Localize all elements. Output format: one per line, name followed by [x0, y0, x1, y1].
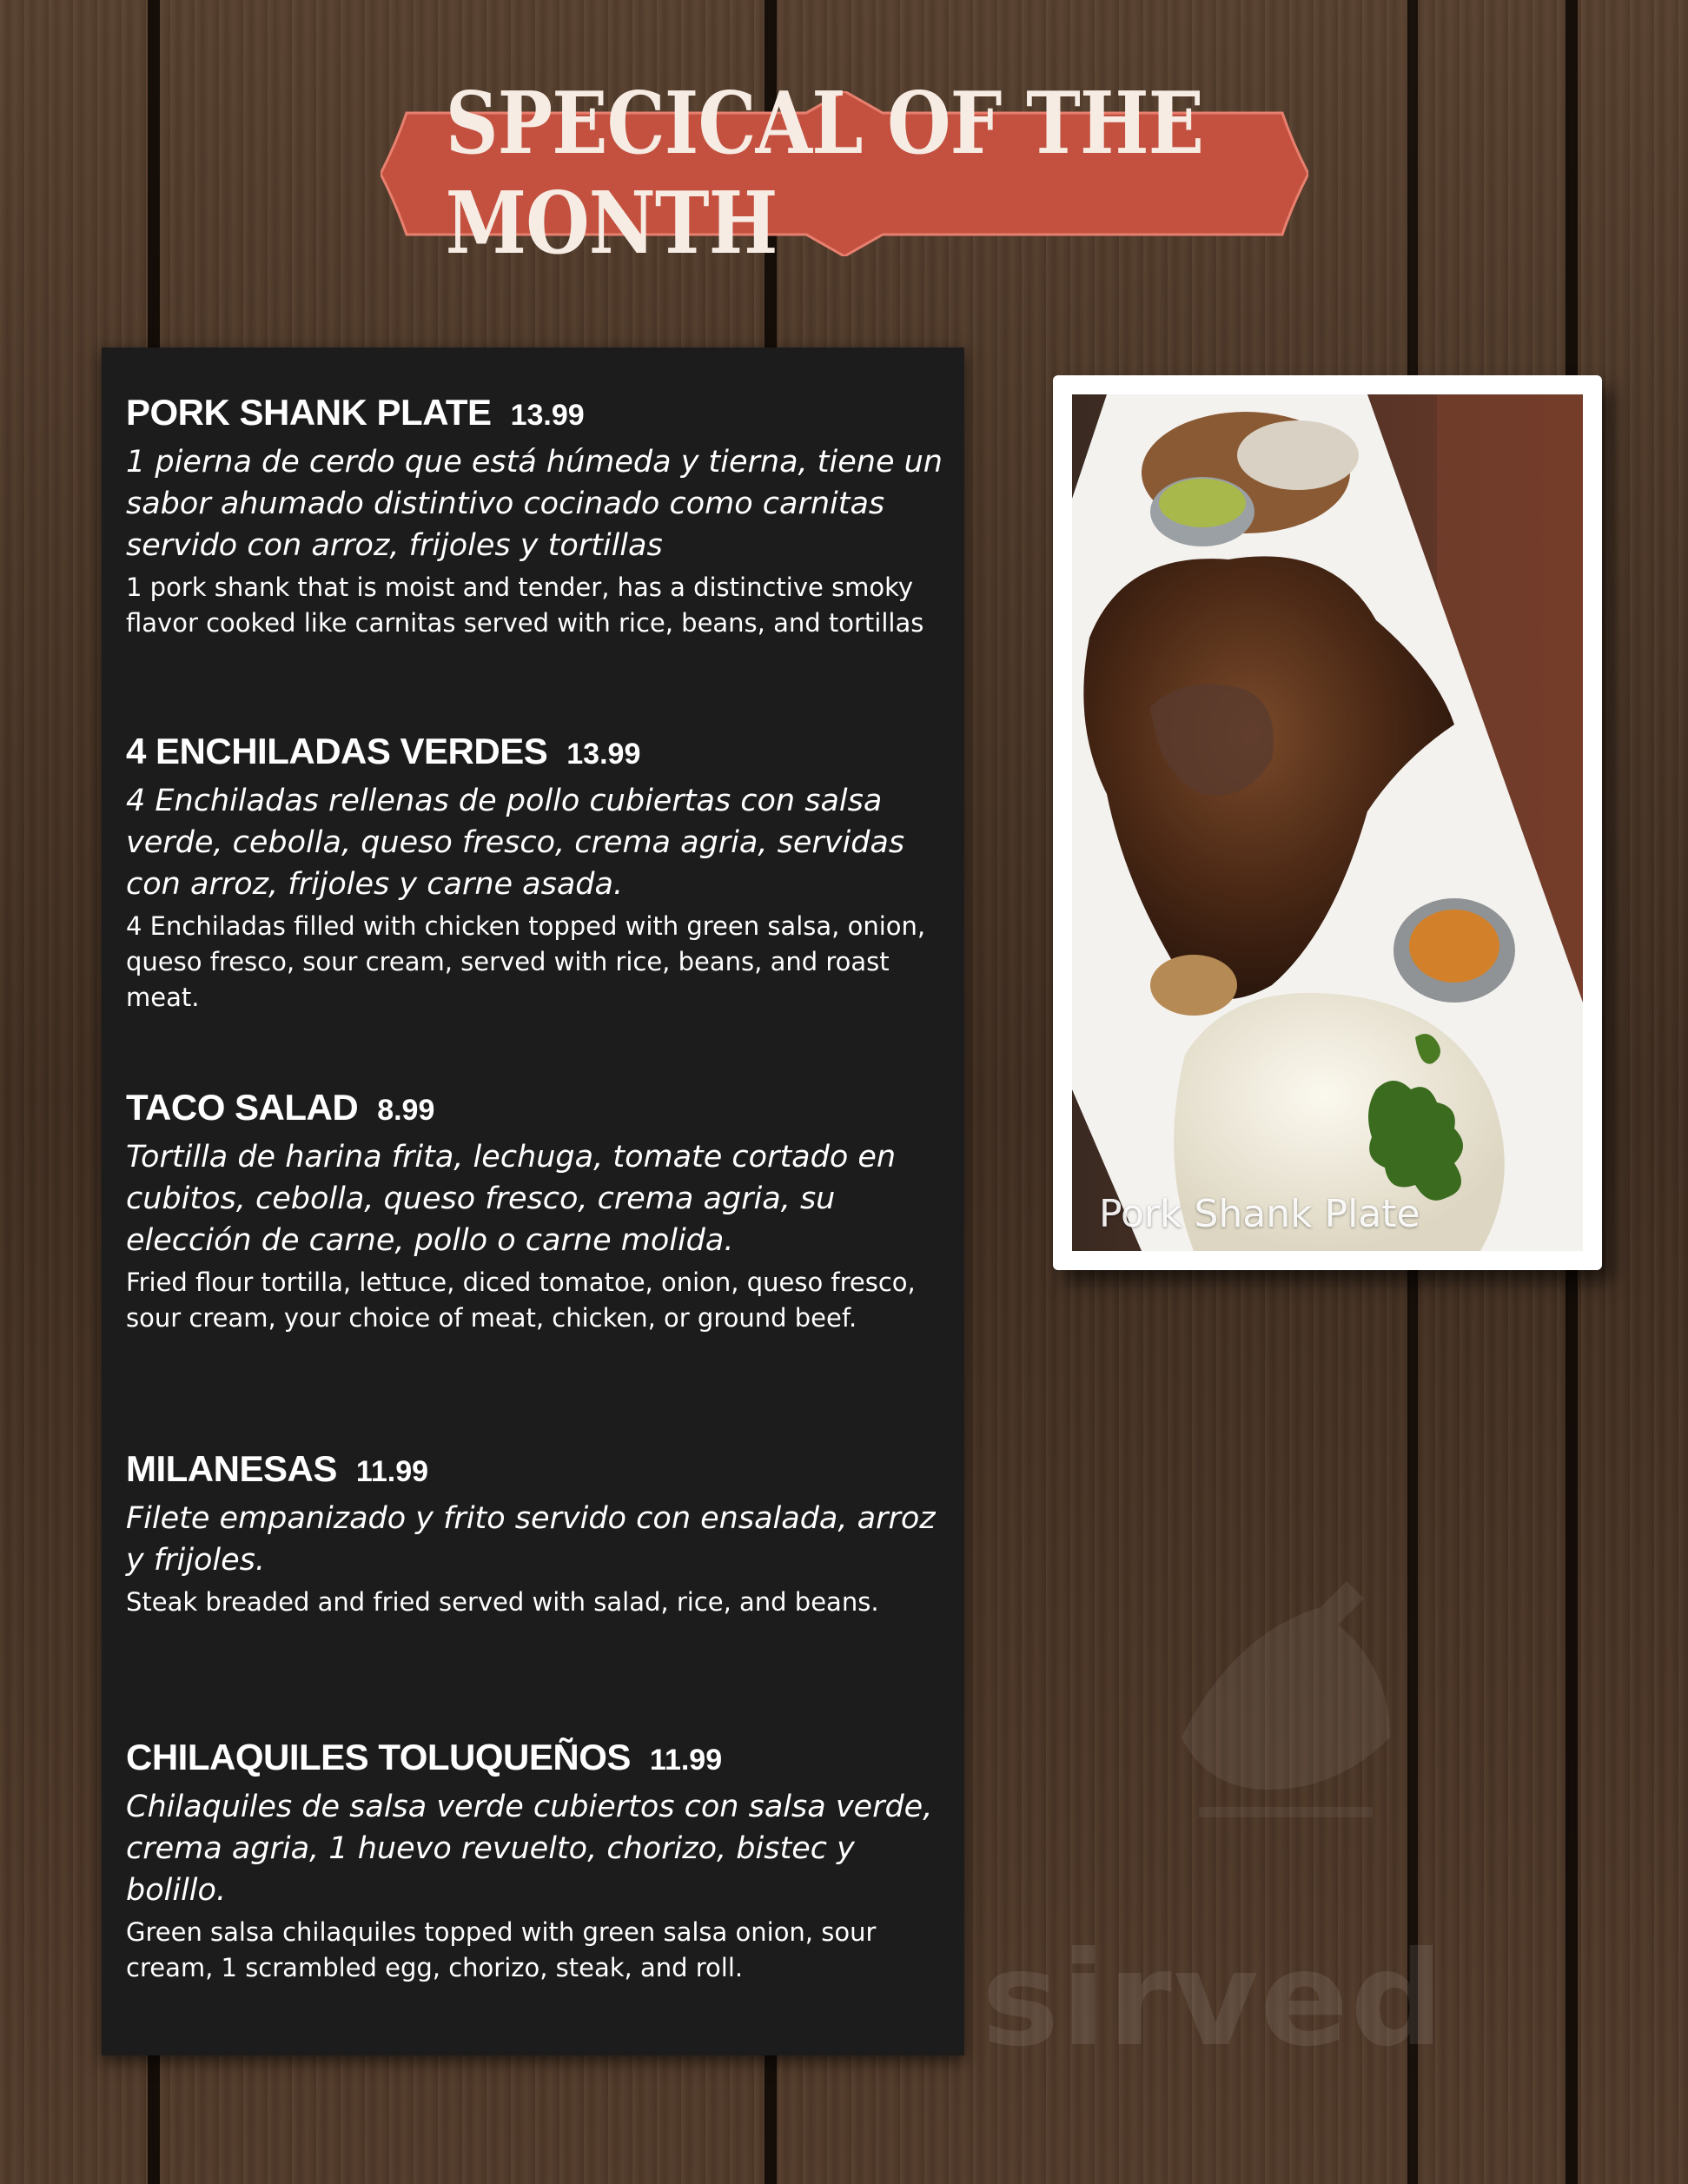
- menu-item-description-es: Tortilla de harina frita, lechuga, tomate cortado en cubitos, cebolla, queso fresco, crema agria, su elección de carne, pollo o carne molida.: [126, 1140, 897, 1259]
- menu-item-name: PORK SHANK PLATE: [126, 392, 492, 433]
- menu-item-price: 11.99: [355, 1455, 429, 1488]
- menu-item-title: [126, 1449, 956, 1489]
- menu-item-description-en: Fried flour tortilla, lettuce, diced tomatoe, onion, queso fresco, sour cream, your choice of meat, chicken, or ground beef.: [126, 1267, 916, 1334]
- page-title: SPECICAL OF THE MONTH: [445, 74, 1204, 274]
- menu-item-price: 13.99: [566, 738, 641, 771]
- menu-item-description-en: 4 Enchiladas filled with chicken topped with green salsa, onion, queso fresco, sour cream, served with rice, beans, and roast meat.: [126, 911, 926, 1013]
- menu-item-pork-shank-plate: [126, 393, 956, 641]
- menu-item-taco-salad: [126, 1088, 956, 1336]
- menu-item-title: [126, 1737, 956, 1777]
- menu-item-milanesas: [126, 1449, 956, 1620]
- menu-item-description-es: Filete empanizado y frito servido con ensalada, arroz y frijoles.: [126, 1501, 936, 1578]
- photo-frame: [1053, 375, 1602, 1270]
- menu-panel: [102, 347, 964, 2055]
- photo-caption: Pork Shank Plate: [1099, 1192, 1420, 1236]
- menu-item-title: [126, 1088, 956, 1128]
- sirved-logo-watermark-icon: [1129, 1529, 1442, 1859]
- menu-item-title: [126, 393, 956, 433]
- menu-item-description-en: 1 pork shank that is moist and tender, has a distinctive smoky flavor cooked like carnitas served with rice, beans, and tortillas: [126, 572, 924, 639]
- menu-item-name: TACO SALAD: [126, 1087, 359, 1128]
- menu-item-name: 4 ENCHILADAS VERDES: [126, 731, 548, 771]
- title-banner: [381, 74, 1308, 274]
- menu-item-enchiladas-verdes: [126, 731, 956, 1016]
- menu-item-description-en: Green salsa chilaquiles topped with green salsa onion, sour cream, 1 scrambled egg, chorizo, steak, and roll.: [126, 1917, 877, 1983]
- menu-item-chilaquiles-toluquenos: [126, 1737, 956, 1986]
- pork-shank-photo: [1072, 394, 1583, 1251]
- menu-item-name: CHILAQUILES TOLUQUEÑOS: [126, 1737, 631, 1777]
- menu-item-price: 11.99: [649, 1744, 723, 1777]
- menu-item-description-es: 1 pierna de cerdo que está húmeda y tierna, tiene un sabor ahumado distintivo cocinado como carnitas servido con arroz, frijoles y tortillas: [126, 445, 943, 564]
- menu-item-name: MILANESAS: [126, 1448, 337, 1489]
- menu-item-price: 13.99: [510, 399, 585, 432]
- menu-item-description-es: Chilaquiles de salsa verde cubiertos con salsa verde, crema agria, 1 huevo revuelto, chorizo, bistec y bolillo.: [126, 1790, 933, 1909]
- menu-item-price: 8.99: [377, 1094, 435, 1127]
- menu-item-description-en: Steak breaded and fried served with salad, rice, and beans.: [126, 1587, 879, 1618]
- menu-item-description-es: 4 Enchiladas rellenas de pollo cubiertas con salsa verde, cebolla, queso fresco, crema agria, servidas con arroz, frijoles y carne asada.: [126, 784, 905, 903]
- menu-item-title: [126, 731, 956, 771]
- sirved-watermark: sirved: [982, 1924, 1446, 2075]
